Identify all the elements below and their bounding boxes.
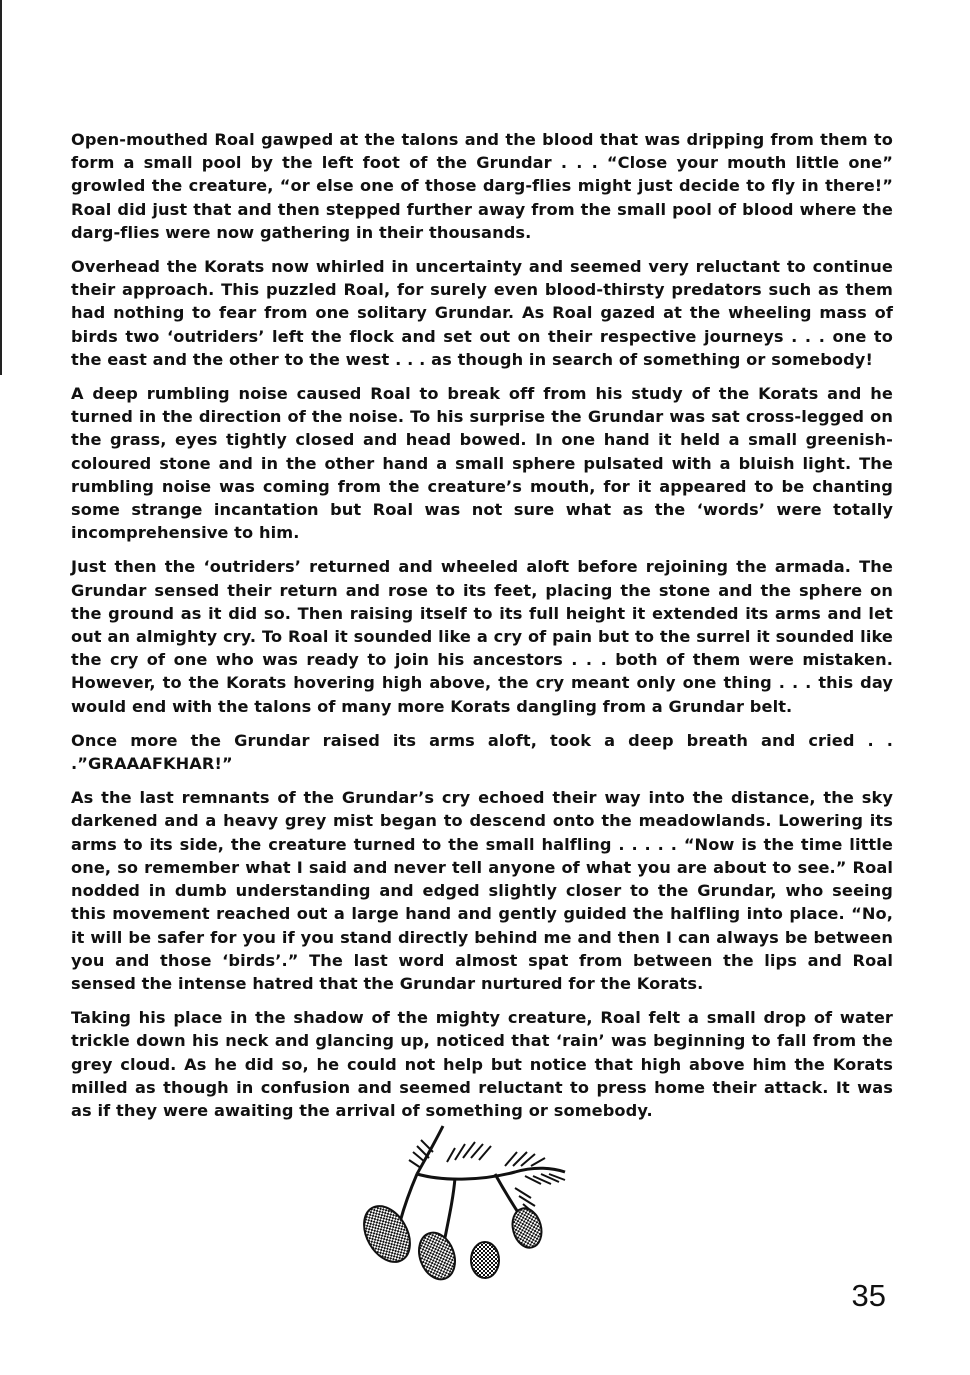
page-number: 35: [851, 1278, 886, 1313]
paragraph-4: Just then the ‘outriders’ returned and wheeled aloft before rejoining the armada. The Grundar sensed their return and rose to its feet, placing the stone and the sphere on the ground as it did so. Then raising itself to its full height it extended its arms and let out an almighty cry. To Roal it sounded like a cry of pain but to the surrel it sounded like the cry of one who was ready to join his ancestors . . . both of them were mistaken. However, to the Korats hovering high above, the cry meant only one thing . . . this day would end with the talons of many more Korats dangling from a Grundar belt.: [71, 557, 893, 716]
paragraph-3: A deep rumbling noise caused Roal to break off from his study of the Korats and he turned in the direction of the noise. To his surprise the Grundar was sat cross-legged on the grass, eyes tightly closed and head bowed. In one hand it held a small greenish-coloured stone and in the other hand a small sphere pulsated with a bluish light. The rumbling noise was coming from the creature’s mouth, for it appeared to be chanting some strange incantation but Roal was not sure what as the ‘words’ were totally incomprehensive to him.: [71, 384, 893, 543]
paragraph-1: Open-mouthed Roal gawped at the talons and the blood that was dripping from them to form a small pool by the left foot of the Grundar . . . “Close your mouth little one” growled the creature, “or else one of those darg-flies might just decide to fly in there!” Roal did just that and then stepped further away from the small pool of blood where the darg-flies were now gathering in their thousands.: [71, 130, 893, 242]
pine-branch-icon: [355, 1122, 595, 1282]
paragraph-5: Once more the Grundar raised its arms aloft, took a deep breath and cried . . .”GRAAAFKHAR!”: [71, 730, 893, 774]
page-edge-line: [0, 0, 2, 375]
story-text: [71, 128, 893, 1133]
paragraph-7: Taking his place in the shadow of the mighty creature, Roal felt a small drop of water trickle down his neck and glancing up, noticed that ‘rain’ was beginning to fall from the grey cloud. As he did so, he could not help but notice that high above him the Korats milled as though in confusion and seemed reluctant to press home their attack. It was as if they were awaiting the arrival of something or somebody.: [71, 1008, 893, 1120]
paragraph-2: Overhead the Korats now whirled in uncertainty and seemed very reluctant to continue their approach. This puzzled Roal, for surely even blood-thirsty predators such as them had nothing to fear from one solitary Grundar. As Roal gazed at the wheeling mass of birds two ‘outriders’ left the flock and set out on their respective journeys . . . one to the east and the other to the west . . . as though in search of something or somebody!: [71, 257, 893, 369]
paragraph-6: As the last remnants of the Grundar’s cry echoed their way into the distance, the sky darkened and a heavy grey mist began to descend onto the meadowlands. Lowering its arms to its side, the creature turned to the small halfling . . . . . “Now is the time little one, so remember what I said and never tell anyone of what you are about to see.” Roal nodded in dumb understanding and edged slightly closer to the Grundar, who seeing this movement reached out a large hand and gently guided the halfling into place. “No, it will be safer for you if you stand directly behind me and then I can always be between you and those ‘birds’.” The last word almost spat from between the lips and Roal sensed the intense hatred that the Grundar nurtured for the Korats.: [71, 788, 893, 993]
